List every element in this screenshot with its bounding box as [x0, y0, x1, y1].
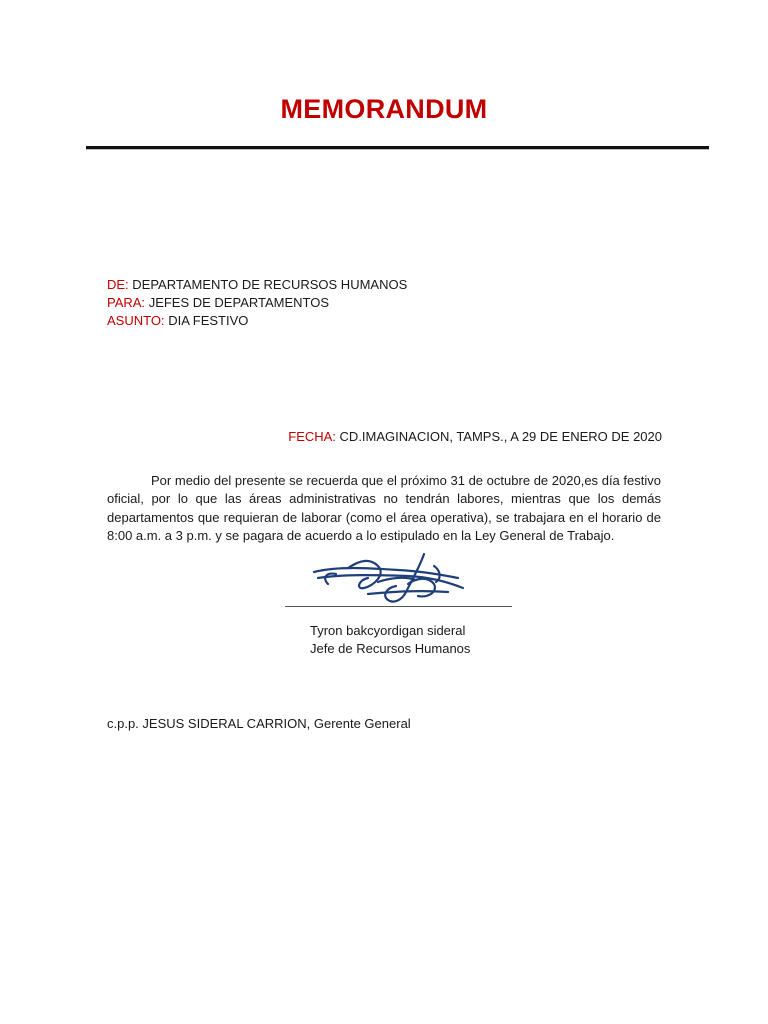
signer-name: Tyron bakcyordigan sideral	[310, 623, 466, 638]
date-line	[288, 429, 662, 444]
signer-title: Jefe de Recursos Humanos	[310, 641, 471, 656]
from-label: DE:	[107, 277, 129, 292]
from-value: DEPARTAMENTO DE RECURSOS HUMANOS	[132, 277, 408, 292]
date-label: FECHA:	[288, 429, 336, 444]
memo-body: Por medio del presente se recuerda que el próximo 31 de octubre de 2020,es día festivo oficial, por lo que las áreas administrativas no tendrán labores, mientras que los demás departamentos que requieran de laborar (como el área operativa), se trabajara en el horario de 8:00 a.m. a 3 p.m. y se pagara de acuerdo a lo estipulado en la Ley General de Trabajo.	[107, 473, 661, 544]
signature-line	[285, 606, 512, 607]
memo-title: MEMORANDUM	[280, 94, 488, 124]
date-value: CD.IMAGINACION, TAMPS., A 29 DE ENERO DE 2020	[339, 429, 662, 444]
handwritten-signature	[308, 548, 468, 606]
title-divider	[86, 146, 709, 150]
from-line	[107, 277, 407, 293]
subject-line	[107, 313, 248, 329]
to-label: PARA:	[107, 295, 146, 310]
cc-line: c.p.p. JESUS SIDERAL CARRION, Gerente General	[107, 716, 411, 731]
subject-label: ASUNTO:	[107, 313, 165, 328]
to-line	[107, 295, 329, 311]
to-value: JEFES DE DEPARTAMENTOS	[148, 295, 330, 310]
subject-value: DIA FESTIVO	[168, 313, 249, 328]
